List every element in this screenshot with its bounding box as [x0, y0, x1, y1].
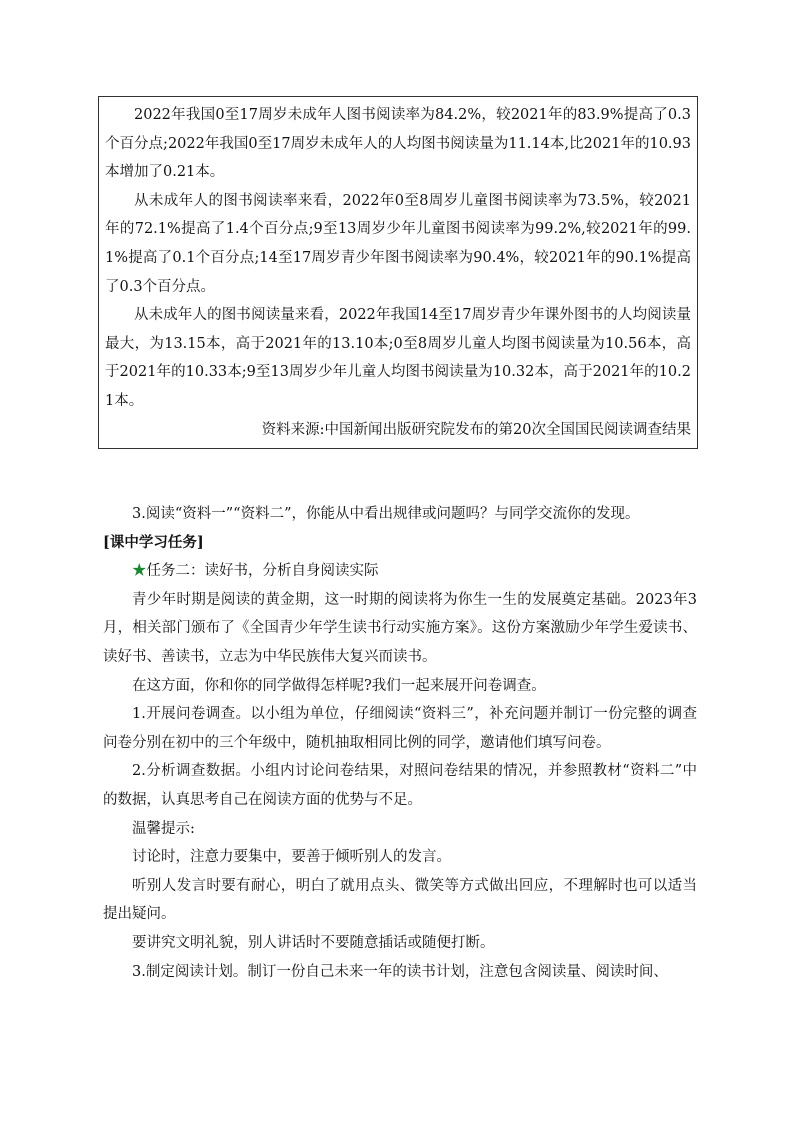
- box-paragraph-overall: 2022年我国0至17周岁未成年人图书阅读率为84.2%，较2021年的83.9%提高了0.3个百分点;2022年我国0至17周岁未成年人的人均图书阅读量为11.14本,比2021年的10.93本增加了0.21本。: [105, 107, 691, 181]
- intro-paragraph: 青少年时期是阅读的黄金期，这一时期的阅读将为你生一生的发展奠定基础。2023年3月，相关部门颁布了《全国青少年学生读书行动实施方案》。这份方案激励少年学生爱读书、读好书、善读书，立志为中华民族伟大复兴而读书。: [103, 591, 697, 665]
- tip-2: 听别人发言时要有耐心，明白了就用点头、微笑等方式做出回应，不理解时也可以适当提出疑问。: [103, 877, 697, 923]
- source-citation: 资料来源:中国新闻出版研究院发布的第20次全国国民阅读调查结果: [261, 421, 691, 438]
- tip-3: 要讲究文明礼貌，别人讲话时不要随意插话或随便打断。: [132, 934, 495, 951]
- task-title-text: 任务二：读好书，分析自身阅读实际: [146, 563, 379, 580]
- task-title: [103, 557, 697, 586]
- step-1: 1.开展问卷调查。以小组为单位，仔细阅读“资料三”，补充问题并制订一份完整的调查问卷分别在初中的三个年级中，随机抽取相同比例的同学，邀请他们填写问卷。: [103, 706, 697, 751]
- data-source-box: [98, 96, 698, 449]
- tip-title: 温馨提示:: [132, 820, 195, 837]
- survey-intro: 在这方面，你和你的同学做得怎样呢?我们一起来展开问卷调查。: [132, 677, 546, 694]
- section-heading: [课中学习任务]: [103, 533, 204, 551]
- star-icon: ★: [132, 563, 147, 580]
- step-2: 2.分析调查数据。小组内讨论问卷结果，对照问卷结果的情况，并参照教材“资料二”中的数据，认真思考自己在阅读方面的优势与不足。: [103, 763, 697, 808]
- lesson-body: [103, 500, 697, 986]
- step-3: 3.制定阅读计划。制订一份自己未来一年的读书计划，注意包含阅读量、阅读时间、: [132, 963, 668, 980]
- tip-1: 讨论时，注意力要集中，要善于倾听别人的发言。: [132, 849, 451, 866]
- box-paragraph-reading-volume: 从未成年人的图书阅读量来看，2022年我国14至17周岁青少年课外图书的人均阅读量最大，为13.15本，高于2021年的13.10本;0至8周岁儿童人均图书阅读量为10.56本，高于2021年的10.33本;9至13周岁少年儿童人均图书阅读量为10.32本，高于2021年的10.21本。: [105, 307, 691, 409]
- question-3: 3.阅读“资料一”“资料二”，你能从中看出规律或问题吗？与同学交流你的发现。: [132, 506, 640, 522]
- box-paragraph-reading-rate: 从未成年人的图书阅读率来看，2022年0至8周岁儿童图书阅读率为73.5%，较2021年的72.1%提高了1.4个百分点;9至13周岁少年儿童图书阅读率为99.2%,较2021年的99.1%提高了0.1个百分点;14至17周岁青少年图书阅读率为90.4%，较2021年的90.1%提高了0.3个百分点。: [105, 192, 691, 295]
